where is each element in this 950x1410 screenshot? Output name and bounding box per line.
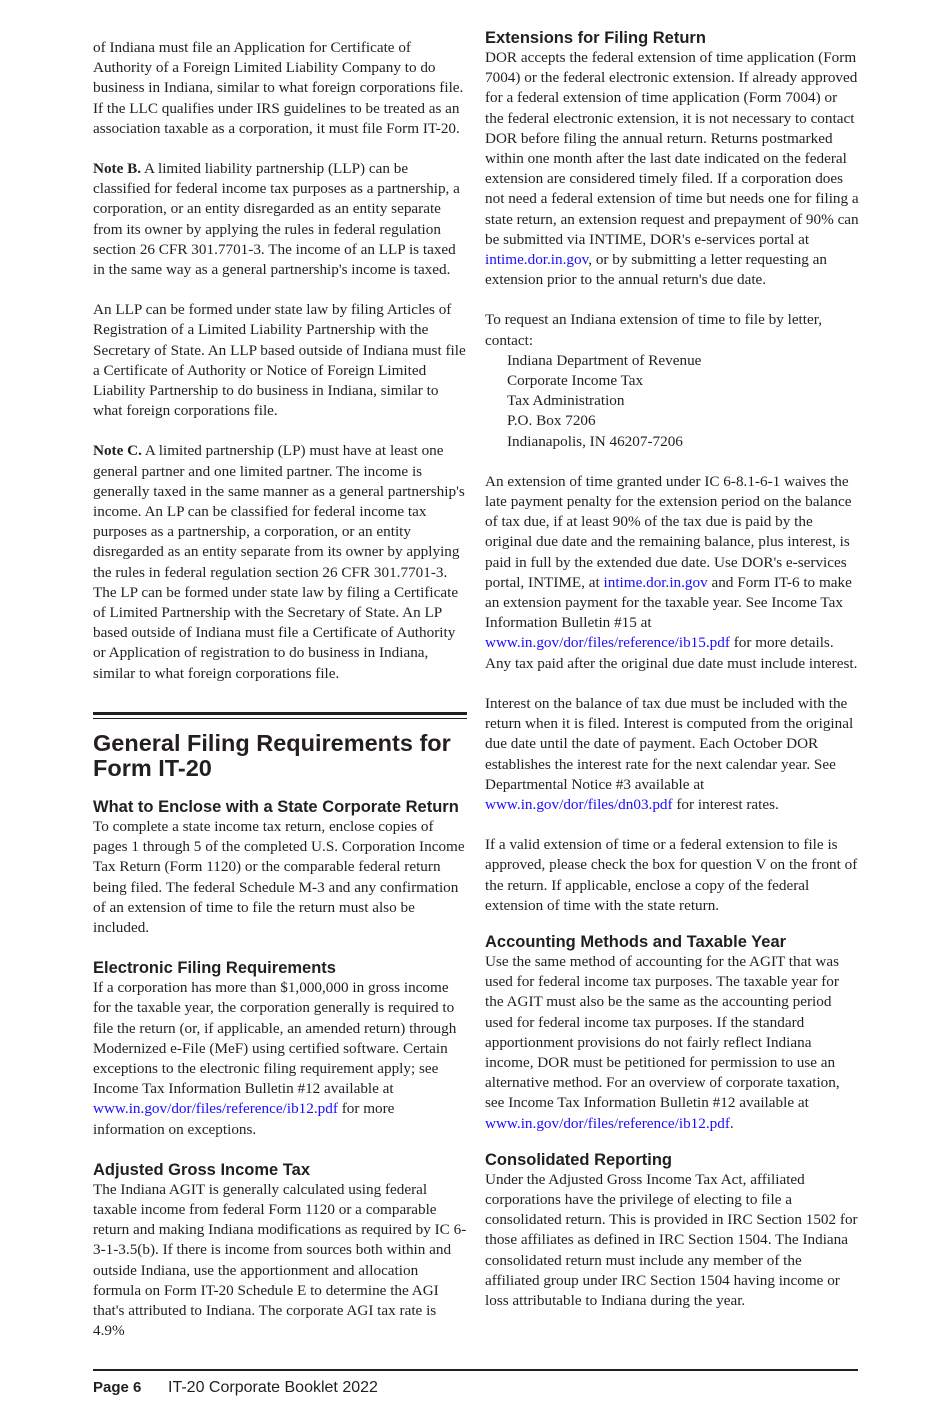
link[interactable]: intime.dor.in.gov <box>603 573 708 591</box>
heading-electronic-filing: Electronic Filing Requirements <box>93 959 336 978</box>
paragraph-extensions <box>485 48 859 290</box>
heading-agi: Adjusted Gross Income Tax <box>93 1160 310 1179</box>
link[interactable]: www.in.gov/dor/files/reference/ib12.pdf <box>93 1100 338 1118</box>
section-agi <box>93 1160 467 1342</box>
text: If a valid extension of time or a federal extension to file is approved, please check the box for question V on the front of the return. If applicable, enclose a copy of the federal extension of time with the state return. <box>485 836 858 914</box>
text: The Indiana AGIT is generally calculated using federal taxable income from federal Form 1120 or a comparable return and making Indiana modifications as required by IC 6-3-1-3.5(b). If there is income from sources both within and outside Indiana, use the apportionment and allocation formula on Form IT-20 Schedule E to determine the AGI that's attributed to Indiana. The corporate AGI tax rate is 4.9% <box>93 1180 467 1340</box>
link[interactable]: www.in.gov/dor/files/reference/ib15.pdf <box>485 634 730 652</box>
section-title: General Filing Requirements for Form IT-20 <box>93 729 451 781</box>
section-divider-thin <box>93 718 467 719</box>
link[interactable]: www.in.gov/dor/files/dn03.pdf <box>485 795 673 813</box>
link[interactable]: intime.dor.in.gov <box>485 251 589 269</box>
left-column <box>93 28 467 1361</box>
paragraph-extension-granted <box>485 472 859 674</box>
note-label: Note C. <box>93 442 142 460</box>
address-line: P.O. Box 7206 <box>507 412 596 430</box>
mailing-address <box>485 351 859 452</box>
text: for more details. Any tax paid after the original due date must include interest. <box>485 634 858 672</box>
text: Use the same method of accounting for the AGIT that was used for federal income tax purposes. The taxable year for the AGIT must also be the same as the accounting period used for federal income tax purposes. If the standard apportionment provisions do not fairly reflect Indiana income, DOR must be petitioned for permission to use an alternative method. For an overview of corporate taxation, see Income Tax Information Bulletin #12 available at <box>485 952 840 1112</box>
heading-consolidated: Consolidated Reporting <box>485 1150 672 1169</box>
paragraph-agi <box>93 1180 467 1342</box>
text: To complete a state income tax return, enclose copies of pages 1 through 5 of the completed U.S. Corporation Income Tax Return (Form 1120) or the comparable federal return being filed. The federal Schedule M-3 and any confirmation of an extension of time to file the return must also be included. <box>93 817 465 936</box>
heading-what-to-enclose: What to Enclose with a State Corporate Return <box>93 797 459 816</box>
text: Under the Adjusted Gross Income Tax Act, affiliated corporations have the privilege of electing to file a consolidated return. This is provided in IRC Section 1502 for those affiliates as defined in IRC Section 1504. The Indiana consolidated return must include any member of the affiliated group under IRC Section 1504 having income or loss attributable to Indiana during the year. <box>485 1170 858 1309</box>
paragraph-interest <box>485 694 859 815</box>
text: DOR accepts the federal extension of time application (Form 7004) or the federal electronic extension. If already approved for a federal extension of time application (Form 7004) or the federal electronic extension, it is not necessary to contact DOR before filing the annual return. Returns postmarked within one month after the last date indicated on the federal extension are considered timely filed. If a corporation does not need a federal extension of time but needs one for filing a state return, an extension request and prepayment of 90% can be submitted via INTIME, DOR's e-services portal at <box>485 49 859 248</box>
link[interactable]: www.in.gov/dor/files/reference/ib12.pdf <box>485 1114 730 1132</box>
text: A limited liability partnership (LLP) can be classified for federal income tax purposes as a partnership, a corporation, or an entity disregarded as an entity separate from its owner by applying the rules in federal regulation section 26 CFR 301.7701-3. The income of an LLP is taxed in the same way as a general partnership's income is taxed. <box>93 160 460 279</box>
paragraph-enclose <box>93 817 467 938</box>
section-request <box>485 310 859 451</box>
section-accounting <box>485 932 859 1134</box>
page-footer <box>0 1361 950 1410</box>
paragraph-request: To request an Indiana extension of time to file by letter, contact: <box>485 311 822 349</box>
text: Interest on the balance of tax due must be included with the return when it is filed. Interest is computed from the original due date until the date of payment. Each October DOR establishes the interest rate for the next calendar year. See Departmental Notice #3 available at <box>485 694 854 793</box>
section-consolidated <box>485 1150 859 1311</box>
text: . <box>729 1114 734 1132</box>
text: An LLP can be formed under state law by filing Articles of Registration of a Limited Liability Partnership with the Secretary of State. An LLP based outside of Indiana must file a Certificate of Authority or Notice of Foreign Limited Liability Partnership to do business in Indiana, similar to what foreign corporations file. <box>93 301 466 420</box>
address-line: Tax Administration <box>507 392 625 410</box>
paragraph-consolidated <box>485 1170 859 1311</box>
page-number: Page 6 <box>93 1379 142 1397</box>
paragraph-note-c <box>93 441 467 683</box>
paragraph-efile <box>93 978 467 1140</box>
address-line: Indianapolis, IN 46207-7206 <box>507 432 683 450</box>
address-line: Indiana Department of Revenue <box>507 351 702 369</box>
text: of Indiana must file an Application for Certificate of Authority of a Foreign Limited Liability Company to do business in Indiana, similar to what foreign corporations file. If the LLC qualifies under IRS guidelines to be treated as an association taxable as a corporation, it must file Form IT-20. <box>93 39 464 137</box>
text: If a corporation has more than $1,000,000 in gross income for the taxable year, the corporation generally is required to file the return (or, if applicable, an amended return) through Modernized e-File (MeF) using certified software. Certain exceptions to the electronic filing requirement apply; see Income Tax Information Bulletin #12 available at <box>93 979 457 1098</box>
text: An extension of time granted under IC 6-8.1-6-1 waives the late payment penalty for the extension period on the balance of tax due, if at least 90% of the tax due is paid by the original due date and the remaining balance, plus interest, is paid in full by the extended due date. Use DOR's e-services portal, INTIME, at <box>485 472 852 591</box>
paragraph-valid-extension <box>485 835 859 916</box>
note-label: Note B. <box>93 160 142 178</box>
paragraph-note-b <box>93 159 467 280</box>
paragraph-llp <box>93 300 467 421</box>
paragraph-llc <box>93 38 467 139</box>
right-column <box>485 28 859 1361</box>
footer-title: IT-20 Corporate Booklet 2022 <box>168 1379 378 1397</box>
paragraph-accounting <box>485 952 859 1134</box>
section-divider-thick <box>93 712 467 715</box>
text: for more information on exceptions. <box>93 1100 395 1138</box>
heading-extensions: Extensions for Filing Return <box>485 29 706 47</box>
text: for interest rates. <box>672 795 779 813</box>
section-extensions <box>485 28 859 290</box>
text: and Form IT-6 to make an extension payment for the taxable year. See Income Tax Information Bulletin #15 at <box>485 573 852 632</box>
section-what-to-enclose <box>93 797 467 938</box>
section-electronic-filing <box>93 958 467 1140</box>
text: , or by submitting a letter requesting an extension prior to the annual return's due date. <box>485 251 827 289</box>
text: A limited partnership (LP) must have at least one general partner and one limited partner. The income is generally taxed in the same manner as a general partnership's income. An LP can be classified for federal income tax purposes as a partnership, a corporation, or an entity disregarded as an entity separate from its owner by applying the rules in federal regulation section 26 CFR 301.7701-3. The LP can be formed under state law by filing a Certificate of Limited Partnership with the Secretary of State. An LP based outside of Indiana must file a Certificate of Authority or Application of registration to do business in Indiana, similar to what foreign corporations file. <box>93 442 465 682</box>
address-line: Corporate Income Tax <box>507 372 644 390</box>
footer-rule <box>93 1369 858 1371</box>
two-column-body <box>0 28 950 1361</box>
heading-accounting: Accounting Methods and Taxable Year <box>485 932 787 951</box>
